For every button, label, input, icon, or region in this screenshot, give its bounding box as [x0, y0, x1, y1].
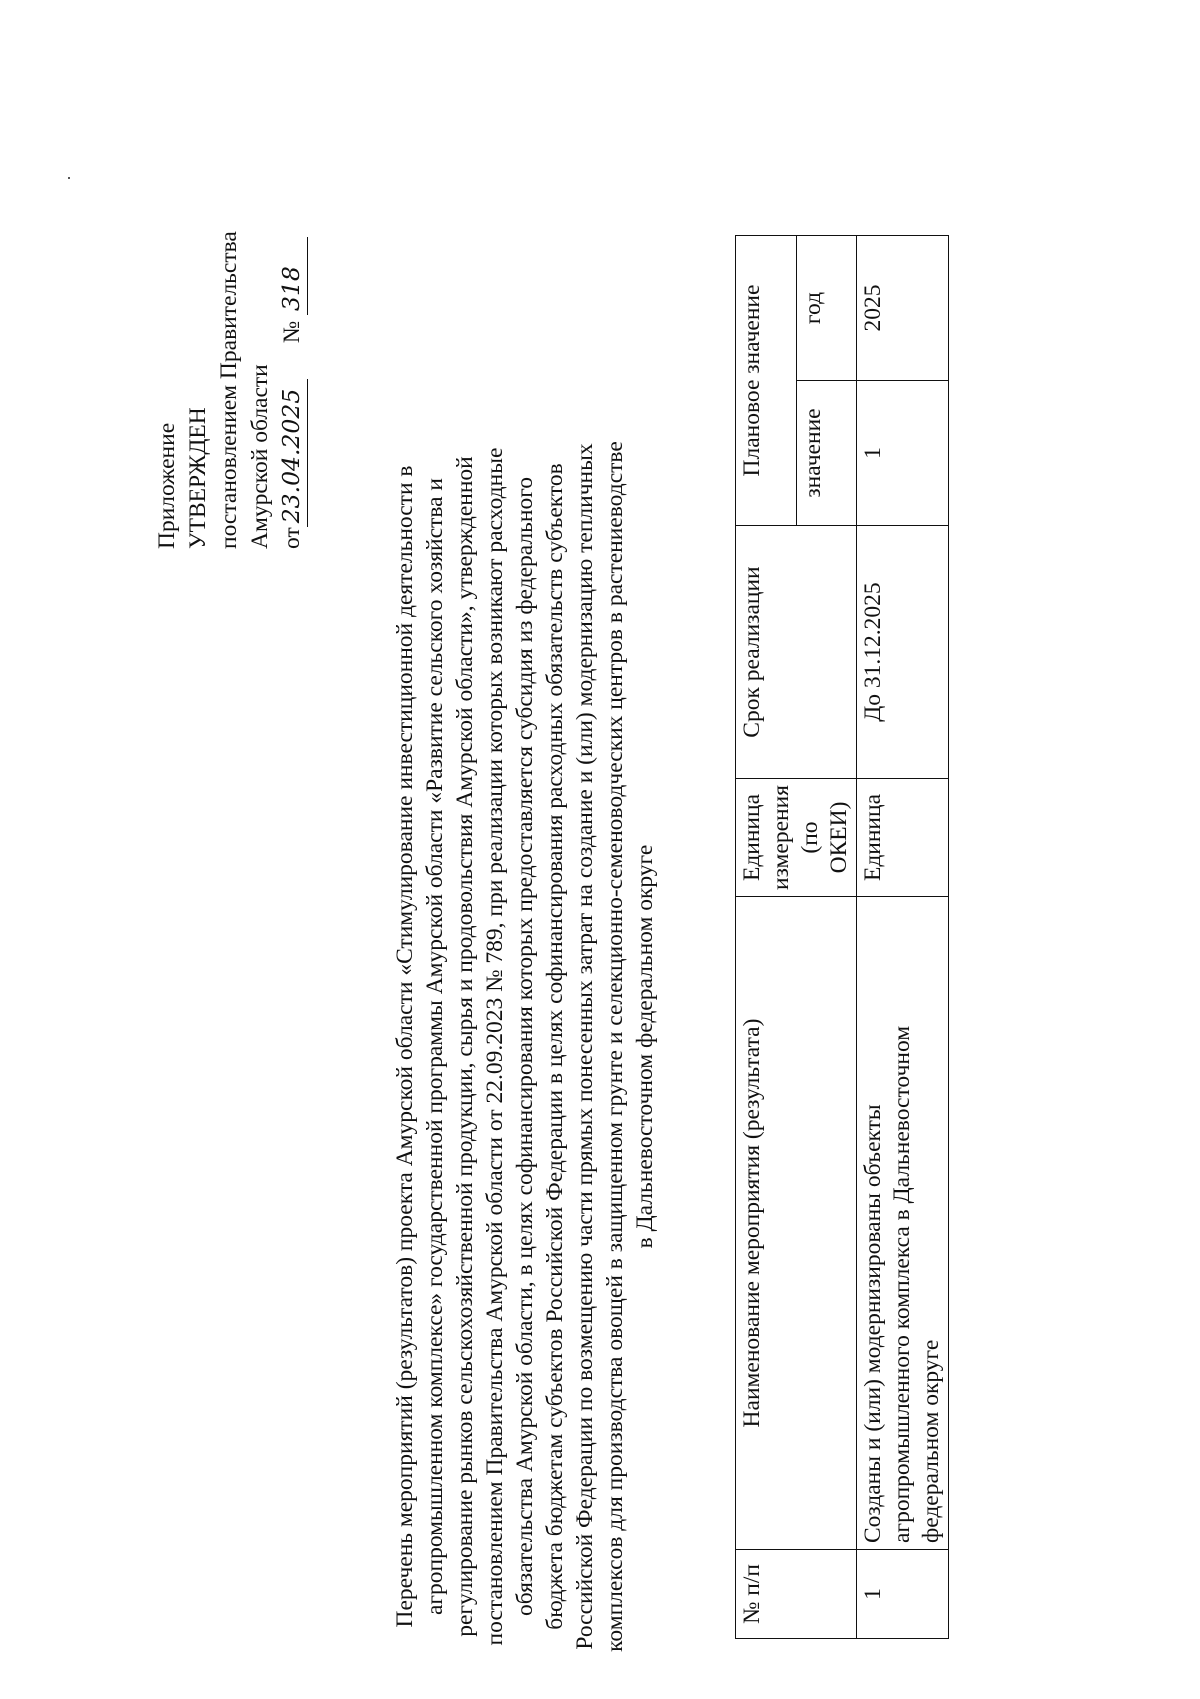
approval-line-region: Амурской области: [247, 364, 273, 549]
date-prefix: от: [279, 527, 305, 549]
header-num: № п/п: [736, 1550, 857, 1639]
cell-term: До 31.12.2025: [857, 526, 949, 779]
cell-unit: Единица: [857, 779, 949, 897]
cell-name: Созданы и (или) модернизированы объекты агропромышленного комплекса в Дальневосточном федеральном округе: [857, 897, 949, 1550]
approval-stamp-block: [152, 231, 308, 549]
approval-line-approved: УТВЕРЖДЕН: [185, 407, 211, 549]
header-year: год: [796, 236, 857, 381]
approval-line-resolution: постановлением Правительства: [216, 231, 242, 549]
scan-speck: [68, 177, 70, 179]
table-row: [857, 236, 949, 1639]
handwritten-number: 318: [276, 237, 308, 315]
table-header-row: [736, 236, 797, 1639]
header-name: Наименование мероприятия (результата): [736, 897, 857, 1550]
approval-line-appendix: Приложение: [154, 422, 180, 549]
cell-num: 1: [857, 1550, 949, 1639]
header-unit: Единица измерения (по ОКЕИ): [736, 779, 857, 897]
handwritten-date: 23.04.2025: [276, 379, 308, 527]
number-label: №: [279, 320, 305, 344]
document-title: Перечень мероприятий (результатов) проекта Амурской области «Стимулирование инвестиционной деятельности в агропромышленном комплексе» государственной программы Амурской области «Развитие сельского хозяйства и регулирование рынков сельскохозяйственной продукции, сырья и продовольствия Амурской области», утвержденной постановлением Правительства Амурской области от 22.09.2023 № 789, при реализации которых возникают расходные обязательства Амурской области, в целях софинансирования которых предоставляется субсидия из федерального бюджета бюджетам субъектов Российской Федерации в целях софинансирования расходных обязательств субъектов Российской Федерации по возмещению части прямых понесенных затрат на создание и (или) модернизацию тепличных комплексов для производства овощей в защищенном грунте и селекционно-семеноводческих центров в растениеводстве в Дальневосточном федеральном округе: [392, 441, 658, 1652]
header-term: Срок реализации: [736, 526, 857, 779]
cell-value: 1: [857, 381, 949, 526]
header-value: значение: [796, 381, 857, 526]
measures-table: [735, 235, 949, 1639]
cell-year: 2025: [857, 236, 949, 381]
header-planned: Плановое значение: [736, 236, 797, 526]
approval-line-date-number: [276, 231, 308, 549]
